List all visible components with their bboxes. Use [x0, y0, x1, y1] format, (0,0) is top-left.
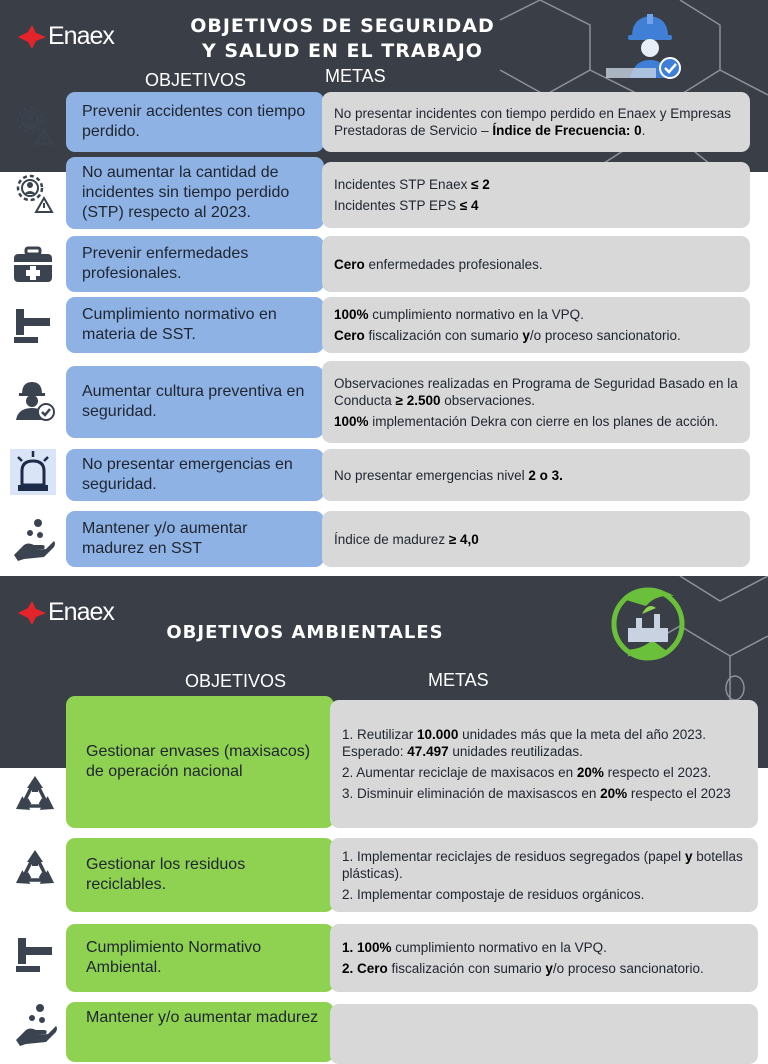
- meta-text: enfermedades profesionales.: [364, 256, 543, 272]
- meta-line: [334, 467, 742, 484]
- ambiental-meta-2: [330, 838, 758, 912]
- meta-emphasis: ≥ 4,0: [448, 531, 479, 547]
- meta-text: unidades reutilizadas.: [448, 744, 583, 759]
- ambiental-objetivo-1: [66, 696, 334, 828]
- meta-line: [342, 785, 750, 802]
- enaex-logo-ambiental: [18, 598, 114, 627]
- meta-line: [342, 848, 750, 882]
- meta-line: [342, 960, 750, 977]
- meta-emphasis: y: [522, 328, 530, 343]
- seguridad-objetivo-4: [66, 297, 324, 353]
- meta-text: No presentar emergencias nivel: [334, 467, 529, 483]
- ambiental-objetivo-2: [66, 838, 334, 912]
- meta-line: [342, 764, 750, 781]
- meta-emphasis: 2. Cero: [342, 961, 388, 976]
- seguridad-objetivo-1: [66, 92, 324, 152]
- meta-emphasis: 47.497: [407, 744, 449, 759]
- seguridad-title-line2: Y SALUD EN EL TRABAJO: [202, 40, 483, 62]
- seguridad-title-line1: OBJETIVOS DE SEGURIDAD: [190, 15, 495, 37]
- logo-text: Enaex: [48, 598, 114, 626]
- objetivo-text: Aumentar cultura preventiva en seguridad.: [82, 383, 305, 420]
- meta-text: cumplimiento normativo en la VPQ.: [391, 940, 607, 955]
- meta-text: cumplimiento normativo en la VPQ.: [368, 307, 584, 322]
- meta-emphasis: 100%: [334, 413, 369, 429]
- seguridad-meta-2: [322, 162, 750, 228]
- meta-emphasis: y: [545, 961, 553, 976]
- meta-line: [334, 197, 742, 214]
- meta-text: No presentar incidentes con tiempo perdido en Enaex y Empresas Prestadoras de Servicio –: [334, 106, 731, 138]
- meta-emphasis: y: [684, 848, 693, 864]
- seguridad-meta-4: [322, 297, 750, 353]
- meta-line: [334, 105, 742, 139]
- seguridad-meta-6: [322, 449, 750, 501]
- safety-helmet-worker-icon: [606, 6, 686, 86]
- meta-text: fiscalización con sumario: [387, 961, 546, 976]
- seguridad-objetivo-7: [66, 511, 324, 567]
- meta-emphasis: 10.000: [417, 727, 459, 742]
- first-aid-kit-icon: [10, 242, 56, 288]
- objetivo-text: Mantener y/o aumentar madurez: [86, 1009, 319, 1026]
- meta-text: 2. Aumentar reciclaje de maxisacos en: [342, 765, 577, 780]
- objetivo-text: Mantener y/o aumentar madurez en SST: [82, 520, 248, 557]
- meta-emphasis: 2 o 3.: [528, 467, 563, 483]
- seguridad-objetivo-3: [66, 236, 324, 292]
- objetivo-text: Prevenir accidentes con tiempo perdido.: [82, 103, 306, 140]
- meta-text: respecto el 2023.: [603, 765, 712, 780]
- meta-line: [342, 939, 750, 956]
- meta-text: Índice de madurez: [334, 531, 449, 547]
- meta-text: fiscalización con sumario: [364, 328, 523, 343]
- enaex-logo-icon: [18, 601, 46, 625]
- meta-emphasis: 20%: [600, 786, 628, 801]
- seguridad-meta-1: [322, 92, 750, 152]
- ambiental-col-objetivos: OBJETIVOS: [185, 671, 287, 691]
- meta-line: [334, 176, 742, 193]
- meta-text: /o proceso sancionatorio.: [552, 961, 704, 976]
- emergency-siren-icon: [10, 449, 56, 495]
- objetivo-text: Cumplimiento normativo en materia de SST.: [82, 306, 277, 343]
- hand-care-icon: [10, 517, 56, 563]
- meta-text: 3. Disminuir eliminación de maxisascos en: [342, 786, 601, 801]
- ambiental-col-metas: METAS: [428, 670, 489, 690]
- meta-text: respecto el 2023: [627, 786, 731, 801]
- seguridad-meta-3: [322, 236, 750, 292]
- gear-user-warning-icon: [10, 100, 56, 146]
- ambiental-meta-4: [330, 1004, 758, 1064]
- objetivo-text: Gestionar envases (maxisacos) de operación nacional: [86, 743, 311, 780]
- objetivo-text: Cumplimiento Normativo Ambiental.: [86, 939, 262, 976]
- meta-text: botellas plásticas).: [342, 848, 743, 881]
- meta-line: [342, 886, 750, 903]
- gavel-icon: [12, 932, 58, 978]
- meta-emphasis: 20%: [576, 765, 604, 780]
- seguridad-objetivo-2: [66, 157, 324, 229]
- seguridad-objetivo-5: [66, 366, 324, 438]
- meta-text: observaciones.: [440, 392, 536, 408]
- seguridad-meta-7: [322, 511, 750, 567]
- recycle-icon: [12, 772, 58, 818]
- meta-line: [334, 531, 742, 548]
- enaex-logo-icon: [18, 25, 46, 49]
- ambiental-meta-3: [330, 924, 758, 992]
- logo-text: Enaex: [48, 22, 114, 50]
- meta-line: [334, 413, 742, 430]
- meta-line: [334, 306, 742, 323]
- meta-text: 1. Implementar reciclajes de residuos segregados (papel: [342, 848, 685, 864]
- objetivo-text: No presentar emergencias en seguridad.: [82, 456, 293, 493]
- meta-emphasis: Índice de Frecuencia: 0: [492, 123, 642, 138]
- objetivo-text: Gestionar los residuos reciclables.: [86, 856, 246, 893]
- ambiental-objetivo-4: [66, 1002, 334, 1062]
- seguridad-meta-5: [322, 361, 750, 443]
- meta-emphasis: ≤ 4: [459, 198, 479, 213]
- seguridad-title: [170, 14, 515, 64]
- meta-text: /o proceso sancionatorio.: [529, 328, 681, 343]
- worker-check-icon: [10, 376, 56, 422]
- meta-text: implementación Dekra con cierre en los planes de acción.: [368, 413, 719, 429]
- meta-line: [342, 726, 750, 760]
- meta-emphasis: 100%: [334, 307, 369, 322]
- meta-text: .: [641, 123, 646, 138]
- ambiental-objetivo-3: [66, 924, 334, 992]
- meta-line: [334, 327, 742, 344]
- meta-text: 1. Reutilizar: [342, 727, 418, 742]
- objetivo-text: Prevenir enfermedades profesionales.: [82, 245, 249, 282]
- meta-text: Observaciones realizadas en Programa de Seguridad Basado en la Conducta: [334, 375, 738, 408]
- objetivo-text: No aumentar la cantidad de incidentes sin tiempo perdido (STP) respecto al 2023.: [82, 164, 290, 221]
- eco-leaf-plant-icon: [606, 580, 690, 664]
- seguridad-objetivo-6: [66, 449, 324, 501]
- meta-line: [334, 256, 742, 273]
- meta-text: Incidentes STP Enaex: [334, 177, 472, 192]
- hand-care-icon: [12, 1002, 58, 1048]
- meta-text: Incidentes STP EPS: [334, 198, 460, 213]
- meta-emphasis: Cero: [334, 328, 365, 343]
- meta-text: 2. Implementar compostaje de residuos orgánicos.: [342, 886, 645, 902]
- gavel-icon: [10, 303, 56, 349]
- ambiental-meta-1: [330, 700, 758, 828]
- seguridad-col-metas: METAS: [325, 66, 386, 86]
- meta-text: unidades más que la meta del año 2023. Esperado:: [342, 727, 707, 759]
- meta-emphasis: ≥ 2.500: [395, 392, 441, 408]
- gear-user-warning-icon: [10, 168, 56, 214]
- seguridad-col-objetivos: OBJETIVOS: [145, 70, 247, 90]
- meta-emphasis: 1. 100%: [342, 940, 392, 955]
- meta-line: [334, 375, 742, 409]
- ambiental-title: OBJETIVOS AMBIENTALES: [166, 622, 444, 643]
- enaex-logo: [18, 22, 114, 51]
- recycle-icon: [12, 846, 58, 892]
- meta-emphasis: Cero: [334, 256, 365, 272]
- meta-emphasis: ≤ 2: [471, 177, 490, 192]
